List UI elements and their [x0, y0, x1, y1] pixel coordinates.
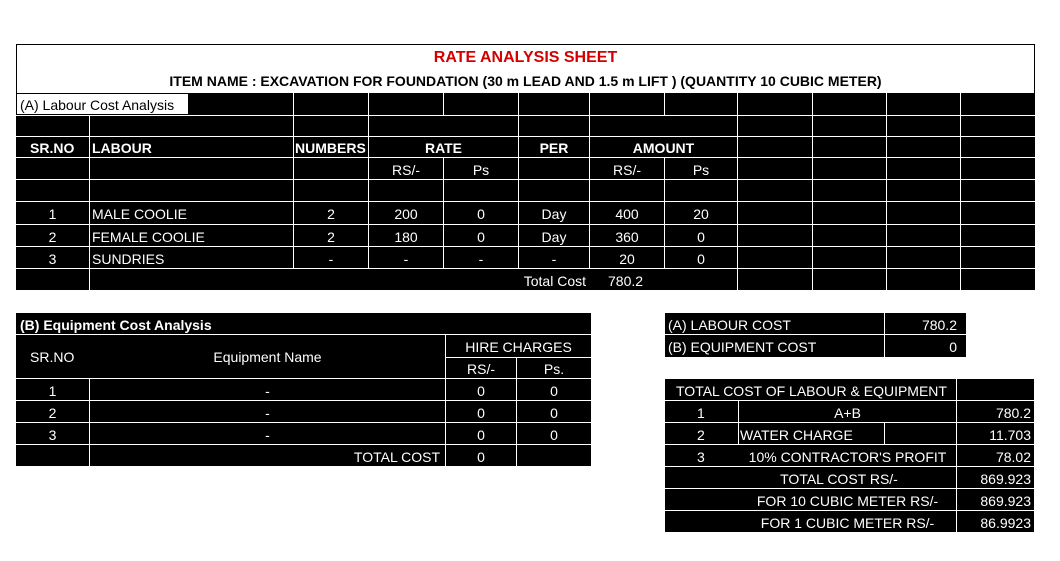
row-label: WATER CHARGE [740, 427, 853, 443]
row-equipment: - [265, 427, 270, 443]
row-value: 11.703 [989, 427, 1031, 443]
labour-section-title: (A) Labour Cost Analysis [20, 97, 175, 113]
row-ps: 0 [550, 383, 558, 399]
equipment-total-value: 0 [477, 449, 485, 465]
row-per: Day [541, 206, 567, 222]
row-amount-ps: 0 [697, 251, 705, 267]
row-sr: 1 [48, 383, 57, 399]
row-label: 10% CONTRACTOR'S PROFIT [748, 449, 947, 465]
equipment-total-label: TOTAL COST [353, 449, 440, 465]
sheet-title: RATE ANALYSIS SHEET [433, 49, 618, 66]
row-per: - [551, 251, 557, 267]
row-rs: 0 [477, 383, 485, 399]
labour-cost-label: (A) LABOUR COST [668, 317, 791, 333]
row-sr: 2 [48, 405, 57, 421]
item-name: ITEM NAME : EXCAVATION FOR FOUNDATION (30 m LEAD AND 1.5 m LIFT ) (QUANTITY 10 CUBIC METER) [169, 73, 882, 89]
total-cost-header: TOTAL COST OF LABOUR & EQUIPMENT [676, 383, 947, 399]
row-label: A+B [834, 405, 861, 421]
row-rate-ps: 0 [477, 206, 485, 222]
total-cost-value: 869.923 [980, 471, 1031, 487]
row-value: 78.02 [995, 449, 1031, 465]
item-name-row [16, 70, 1035, 94]
for-1-label: FOR 1 CUBIC METER RS/- [760, 515, 935, 531]
equipment-header-ps: Ps. [543, 361, 565, 377]
row-rs: 0 [477, 427, 485, 443]
row-equipment: - [265, 383, 270, 399]
row-sr: 1 [48, 206, 57, 222]
row-sr: 3 [697, 449, 705, 465]
row-sr: 3 [48, 427, 57, 443]
row-per: Day [541, 229, 567, 245]
row-sr: 2 [697, 427, 705, 443]
equipment-header-name: Equipment Name [213, 349, 322, 365]
labour-header-numbers: NUMBERS [295, 140, 366, 156]
row-labour: SUNDRIES [92, 251, 165, 267]
equipment-header-rs: RS/- [467, 361, 495, 377]
equipment-table [16, 313, 591, 466]
row-rate-rs: 200 [394, 206, 418, 222]
total-summary-table [665, 379, 1034, 532]
labour-header-amount: AMOUNT [632, 140, 695, 156]
equipment-cost-value: 0 [949, 339, 957, 355]
equipment-section-title: (B) Equipment Cost Analysis [20, 317, 212, 333]
row-amount-ps: 20 [693, 206, 709, 222]
row-amount-rs: 360 [615, 229, 639, 245]
row-numbers: 2 [327, 229, 335, 245]
equipment-header-srno: SR.NO [30, 349, 75, 365]
sheet-title-row [16, 44, 1035, 71]
cost-summary-box [665, 313, 966, 357]
row-sr: 1 [697, 405, 705, 421]
row-rate-rs: 180 [394, 229, 418, 245]
labour-header-labour: LABOUR [92, 140, 152, 156]
for-10-label: FOR 10 CUBIC METER RS/- [756, 493, 939, 509]
row-equipment: - [265, 405, 270, 421]
row-labour: FEMALE COOLIE [92, 229, 205, 245]
labour-cost-value: 780.2 [921, 317, 957, 333]
labour-header-rate: RATE [424, 140, 463, 156]
labour-header-per: PER [539, 140, 569, 156]
row-sr: 3 [48, 251, 57, 267]
equipment-cost-label: (B) EQUIPMENT COST [668, 339, 817, 355]
labour-header-rate-ps: Ps [472, 162, 490, 178]
equipment-header-hire: HIRE CHARGES [465, 339, 572, 355]
row-ps: 0 [550, 427, 558, 443]
row-ps: 0 [550, 405, 558, 421]
labour-header-amount-rs: RS/- [613, 162, 641, 178]
total-cost-label: TOTAL COST RS/- [780, 471, 898, 487]
labour-header-amount-ps: Ps [692, 162, 710, 178]
row-rate-ps: 0 [477, 229, 485, 245]
row-amount-ps: 0 [697, 229, 705, 245]
row-rate-ps: - [478, 251, 484, 267]
row-numbers: 2 [327, 206, 335, 222]
labour-header-rate-rs: RS/- [392, 162, 420, 178]
row-rs: 0 [477, 405, 485, 421]
for-1-value: 86.9923 [980, 515, 1031, 531]
row-numbers: - [328, 251, 334, 267]
row-amount-rs: 400 [615, 206, 639, 222]
row-labour: MALE COOLIE [92, 206, 187, 222]
labour-table [16, 93, 1035, 290]
for-10-value: 869.923 [980, 493, 1031, 509]
labour-total-label: Total Cost [523, 273, 586, 289]
labour-section-title-box [16, 93, 189, 115]
labour-total-value: 780.2 [608, 273, 644, 289]
row-rate-rs: - [403, 251, 409, 267]
row-amount-rs: 20 [619, 251, 635, 267]
labour-header-srno: SR.NO [30, 140, 75, 156]
row-value: 780.2 [995, 405, 1031, 421]
row-sr: 2 [48, 229, 57, 245]
